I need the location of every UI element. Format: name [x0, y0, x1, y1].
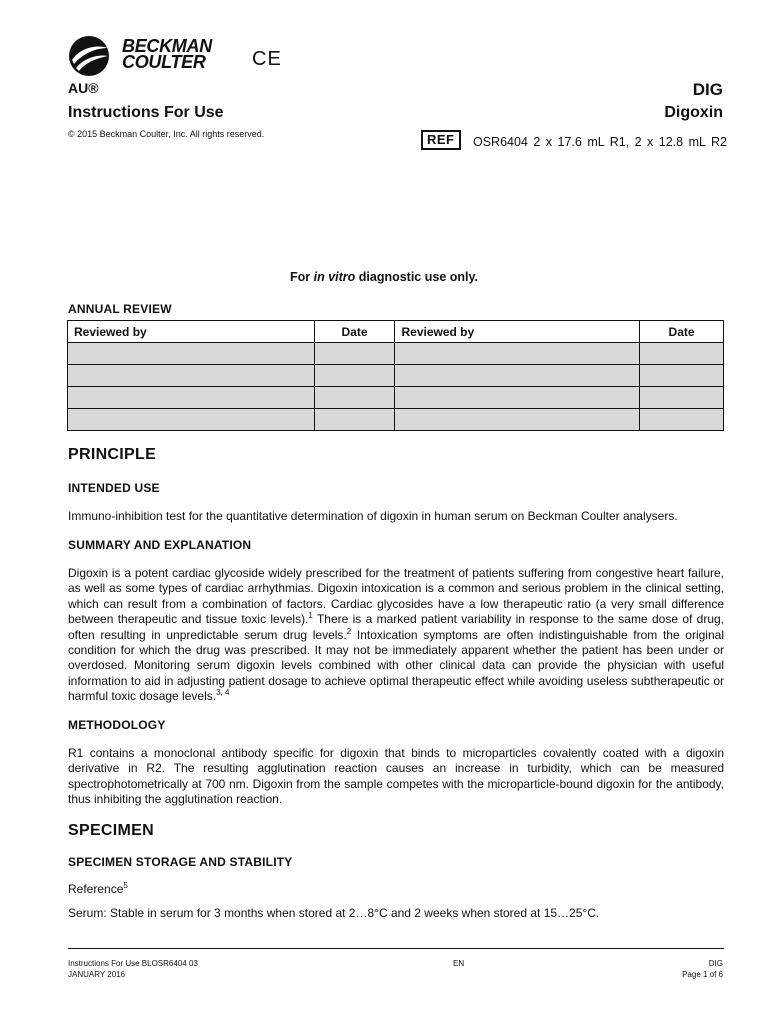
- footer-date: JANUARY 2016: [68, 970, 126, 979]
- brand-line-2: COULTER: [122, 52, 206, 72]
- review-cell[interactable]: [68, 365, 315, 387]
- brand-line-1: BECKMAN: [122, 36, 212, 56]
- beckman-coulter-globe-icon: [68, 34, 114, 80]
- summary-text: [68, 566, 724, 705]
- review-cell[interactable]: [395, 387, 640, 409]
- product-family: AU®: [68, 80, 99, 96]
- brand-name: [122, 38, 212, 70]
- intended-use-heading: INTENDED USE: [68, 481, 160, 495]
- column-header: Reviewed by: [395, 321, 640, 343]
- reference-line: [68, 882, 724, 897]
- document-type: Instructions For Use: [68, 104, 224, 121]
- column-header: Date: [640, 321, 724, 343]
- column-header: Date: [314, 321, 395, 343]
- ref-symbol: REF: [421, 130, 461, 150]
- analyte-name: Digoxin: [664, 104, 723, 121]
- copyright: © 2015 Beckman Coulter, Inc. All rights reserved.: [68, 129, 265, 139]
- footer-right: [682, 958, 723, 980]
- summary-ref-2: 2: [346, 626, 352, 636]
- date-cell[interactable]: [640, 387, 724, 409]
- reference-label: Reference: [68, 882, 124, 896]
- ivd-statement: [0, 270, 768, 284]
- summary-heading: SUMMARY AND EXPLANATION: [68, 538, 252, 552]
- methodology-text: R1 contains a monoclonal antibody specific for digoxin that binds to microparticles covalently coated with a digoxin derivative in R2. The resulting agglutination reaction causes an increase in turbidity, which can be measured spectrophotometrically at 700 nm. Digoxin from the sample competes with the microparticle-bound digoxin for the antibody, thus inhibiting the agglutination reaction.: [68, 746, 724, 807]
- table-row: [68, 365, 724, 387]
- date-cell[interactable]: [314, 343, 395, 365]
- table-row: [68, 343, 724, 365]
- beckman-coulter-logo: [68, 34, 268, 80]
- footer-page: Page 1 of 6: [682, 970, 723, 979]
- ce-mark: CE: [252, 48, 282, 70]
- table-row: [68, 387, 724, 409]
- footer-code: DIG: [708, 959, 723, 968]
- reference-sup: 5: [123, 881, 128, 890]
- date-cell[interactable]: [640, 365, 724, 387]
- ivd-prefix: For: [290, 270, 314, 284]
- review-cell[interactable]: [395, 409, 640, 431]
- review-cell[interactable]: [68, 343, 315, 365]
- review-cell[interactable]: [68, 387, 315, 409]
- annual-review-table: [67, 320, 724, 431]
- summary-part-2: There is a marked patient variability in response to the same dose of drug, often resulting in unpredictable serum drug levels.: [68, 612, 724, 642]
- date-cell[interactable]: [314, 387, 395, 409]
- storage-heading: SPECIMEN STORAGE AND STABILITY: [68, 855, 293, 869]
- review-cell[interactable]: [68, 409, 315, 431]
- methodology-heading: METHODOLOGY: [68, 718, 166, 732]
- summary-part-3: Intoxication symptoms are often indistinguishable from the original condition for which the drug was prescribed. It may not be immediately apparent whether the patient has been under or overdosed. Monitoring serum digoxin levels combined with other clinical data can provide the physician with useful information to aid in adjusting patient dosage to achieve optimal therapeutic effect while avoiding useless subtherapeutic or harmful toxic dosage levels.: [68, 627, 724, 704]
- date-cell[interactable]: [314, 365, 395, 387]
- annual-review-title: ANNUAL REVIEW: [68, 302, 172, 316]
- date-cell[interactable]: [640, 409, 724, 431]
- test-code: DIG: [692, 80, 723, 99]
- ivd-italic: in vitro: [313, 270, 356, 284]
- serum-stability-text: Serum: Stable in serum for 3 months when stored at 2…8°C and 2 weeks when stored at 15…25°C.: [68, 906, 600, 920]
- summary-ref-1: 1: [308, 611, 313, 621]
- summary-ref-3: 3, 4: [216, 688, 230, 698]
- footer-divider: [68, 948, 724, 949]
- footer-doc-id: Instructions For Use BLOSR6404 03: [68, 959, 198, 968]
- specimen-heading: SPECIMEN: [68, 822, 154, 839]
- principle-heading: PRINCIPLE: [68, 446, 157, 463]
- intended-use-text: Immuno-inhibition test for the quantitative determination of digoxin in human serum on Beckman Coulter analysers.: [68, 509, 678, 523]
- footer-language: EN: [453, 959, 465, 968]
- date-cell[interactable]: [640, 343, 724, 365]
- table-row: [68, 409, 724, 431]
- date-cell[interactable]: [314, 409, 395, 431]
- footer-left: [68, 958, 198, 980]
- review-cell[interactable]: [395, 343, 640, 365]
- table-header-row: [68, 321, 724, 343]
- summary-part-1: Digoxin is a potent cardiac glycoside widely prescribed for the treatment of patients suffering from congestive heart failure, as well as some types of cardiac arrhythmias. Digoxin intoxication is a common and serious problem in the clinical setting, which can result from a combination of factors. Cardiac glycosides have a low therapeutic ratio (a very small difference between therapeutic and tissue toxic levels).: [68, 566, 724, 627]
- ivd-suffix: diagnostic use only.: [355, 270, 478, 284]
- review-cell[interactable]: [395, 365, 640, 387]
- column-header: Reviewed by: [68, 321, 315, 343]
- ref-description: OSR6404 2 x 17.6 mL R1, 2 x 12.8 mL R2: [473, 135, 727, 149]
